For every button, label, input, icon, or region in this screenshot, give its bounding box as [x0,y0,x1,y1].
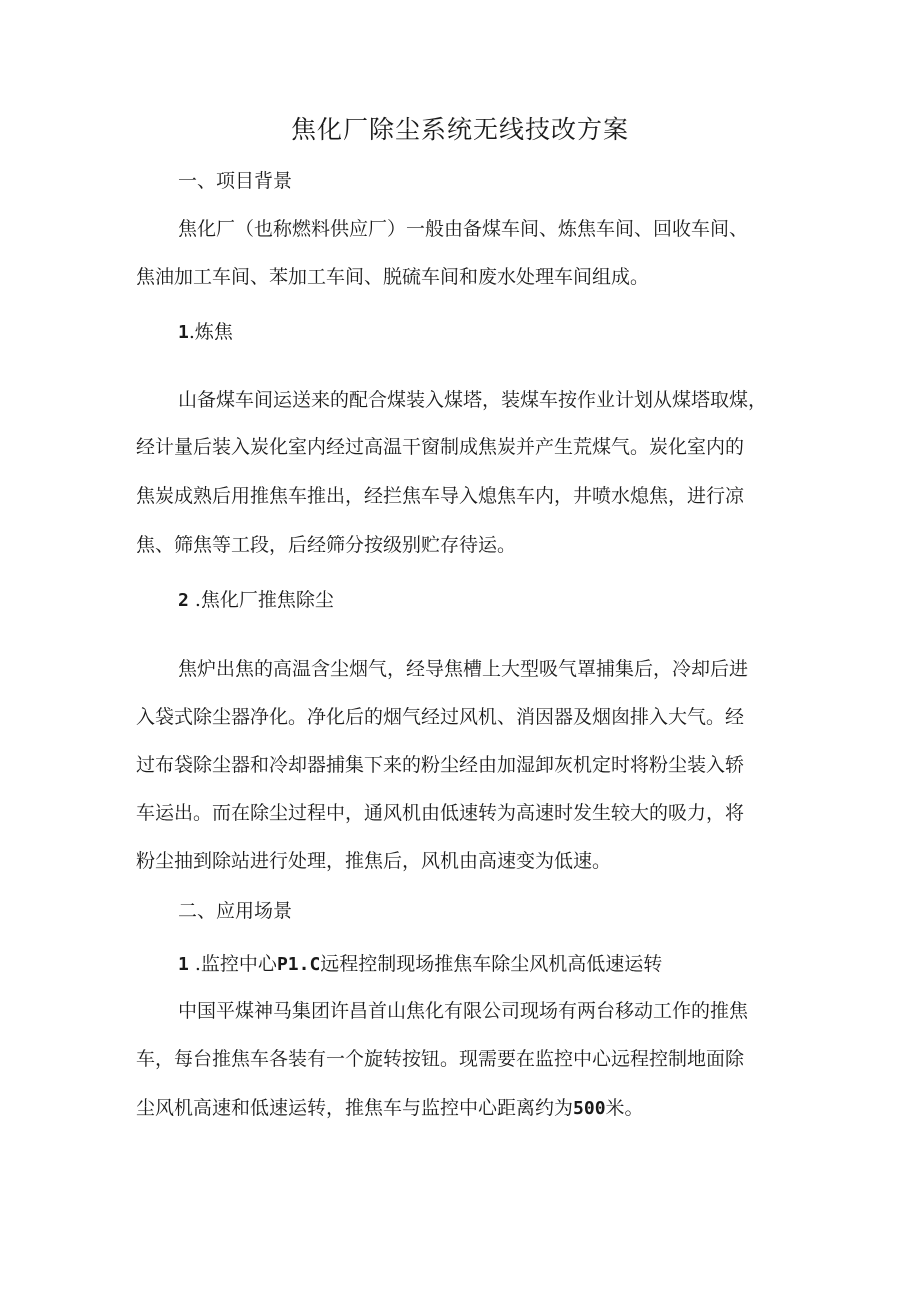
subheading-number: 2 [178,590,189,611]
paragraph-line: 中国平煤神马集团许昌首山焦化有限公司现场有两台移动工作的推焦 [178,1000,749,1022]
subheading-remote-control [178,950,838,979]
paragraph-line: 车运出。而在除尘过程中，通风机由低速转为高速时发生较大的吸力，将 [136,802,745,824]
paragraph-line: 山备煤车间运送来的配合煤装入煤塔，装煤车按作业计划从煤塔取煤， [178,389,768,411]
plc-code: P1.C [276,954,321,975]
paragraph-line: 车，每台推焦车各装有一个旋转按钮。现需要在监控中心远程控制地面除 [136,1048,745,1070]
paragraph-line: 焦化厂（也称燃料供应厂）一般由备煤车间、炼焦车间、回收车间、 [178,218,749,240]
paragraph-line: 焦、筛焦等工段，后经筛分按级别贮存待运。 [136,534,517,556]
section-heading-background: 一、项目背景 [178,170,293,192]
page-title: 焦化厂除尘系统无线技改方案 [290,115,629,144]
subheading-coking [178,318,838,347]
subheading-text: 远程控制现场推焦车除尘风机高低速运转 [320,953,663,975]
subheading-number: 1 [178,322,189,343]
paragraph-line: 焦炉出焦的高温含尘烟气，经导焦槽上大型吸气罩捕集后，冷却后进 [178,658,749,680]
line-text: 尘风机高速和低速运转，推焦车与监控中心距离约为 [136,1097,574,1119]
paragraph-line: 入袋式除尘器净化。净化后的烟气经过风机、消因器及烟囱排入大气。经 [136,706,745,728]
section-heading-scenario: 二、应用场景 [178,900,293,922]
subheading-text: .监控中心 [188,953,277,975]
paragraph-line: 经计量后装入炭化室内经过高温干窗制成焦炭并产生荒煤气。炭化室内的 [136,436,745,458]
paragraph-line: 粉尘抽到除站进行处理，推焦后，风机由高速变为低速。 [136,850,612,872]
subheading-dust-removal [178,586,838,615]
subheading-number: 1 [178,954,189,975]
paragraph-line: 过布袋除尘器和冷却器捕集下来的粉尘经由加湿卸灰机定时将粉尘装入轿 [136,754,745,776]
paragraph-line: 焦炭成熟后用推焦车推出，经拦焦车导入熄焦车内，井喷水熄焦，进行凉 [136,485,745,507]
subheading-text: .焦化厂推焦除尘 [188,589,334,611]
subheading-text: .炼焦 [188,321,233,343]
paragraph-line: 焦油加工车间、苯加工车间、脱硫车间和废水处理车间组成。 [136,266,650,288]
distance-value: 500 [573,1098,606,1119]
paragraph-line [136,1094,796,1123]
line-text: 米。 [605,1097,644,1119]
